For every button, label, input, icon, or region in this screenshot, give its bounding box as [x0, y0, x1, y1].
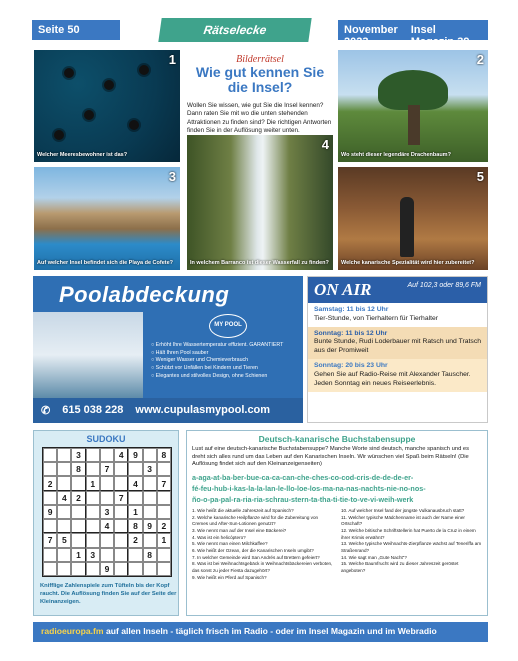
banner-text: auf allen Inseln - täglich frisch im Radio - oder im Insel Magazin und im Webradio — [103, 626, 437, 636]
sudoku-cell: 5 — [57, 533, 71, 547]
sudoku-cell — [100, 491, 114, 505]
syllable-list — [192, 472, 482, 505]
quiz-intro: Wollen Sie wissen, wie gut Sie die Insel kennen? Dann raten Sie mit wo die unten stehenden Attraktionen zu finden sind? Die richtigen Antworten finden Sie in der Auflösung weiter unten. — [187, 101, 332, 135]
sudoku-cell — [157, 548, 171, 562]
pool-advertisement — [33, 276, 303, 423]
photo-caption: In welchem Barranco ist dieser Wasserfall zu finden? — [190, 260, 329, 267]
quiz-question: 7. In welcher Gemeinde wird San Andrés auf Brettern gefeiert? — [192, 554, 320, 560]
letter-soup-intro: Lust auf eine deutsch-kanarische Buchstabensuppe? Manche Worte sind deutsch, manche spanisch und es dreht sich alles rund um das Leben auf den Kanarischen Inseln. Wir wünschen viel Spaß beim Rätseln! (Die Auflösung findet sich auf den Kleinanzeigenseiten) — [192, 446, 470, 468]
sudoku-cell: 8 — [71, 462, 85, 476]
sudoku-cell — [86, 505, 100, 519]
radio-frequency: Auf 102,3 oder 89,6 FM — [407, 282, 481, 289]
sea-urchin-icon — [84, 110, 94, 120]
sudoku-cell — [114, 519, 128, 533]
sudoku-cell — [100, 476, 114, 490]
feature-item: ○ Elegantes und stilvolles Design, ohne Schienen — [151, 373, 283, 381]
sudoku-cell — [128, 491, 142, 505]
sudoku-cell — [86, 448, 100, 462]
sudoku-cell: 3 — [86, 548, 100, 562]
sudoku-cell: 2 — [157, 519, 171, 533]
program-description: Bunte Stunde, Rudi Loderbauer mit Ratsch und Tratsch aus der Promiweit — [314, 338, 481, 355]
sudoku-cell: 1 — [71, 548, 85, 562]
whatsapp-icon: ✆ — [41, 405, 51, 417]
sudoku-cell — [71, 505, 85, 519]
sudoku-cell: 3 — [143, 462, 157, 476]
sudoku-cell — [43, 491, 57, 505]
sudoku-cell — [71, 476, 85, 490]
quiz-question: 9. Wie heißt ein Pferd auf Spanisch? — [192, 574, 267, 580]
sudoku-cell — [86, 491, 100, 505]
sudoku-cell: 1 — [128, 505, 142, 519]
sudoku-cell — [143, 533, 157, 547]
sudoku-cell: 4 — [114, 448, 128, 462]
quiz-subtitle: Bilderrätsel — [236, 54, 284, 65]
sudoku-cell — [43, 562, 57, 576]
quiz-question: 8. Was ist bei Weihnachtsgebäck in Weihnachtsbäckereien verboten, das sonst zu jeder Fiesta dazugehört? — [192, 561, 333, 573]
sudoku-cell — [100, 548, 114, 562]
sudoku-cell — [157, 562, 171, 576]
questions-left — [192, 508, 333, 581]
sudoku-cell — [43, 519, 57, 533]
sudoku-cell — [43, 448, 57, 462]
sudoku-cell — [86, 562, 100, 576]
program-slot — [308, 359, 487, 391]
program-description: Gehen Sie auf Radio-Reise mit Alexander Tauscher. Jeden Sonntag ein neues Reiseerlebnis. — [314, 370, 471, 387]
sudoku-cell: 8 — [157, 448, 171, 462]
sudoku-cell: 4 — [128, 476, 142, 490]
quiz-photo-5 — [338, 167, 488, 270]
sudoku-cell — [100, 533, 114, 547]
sudoku-cell — [71, 562, 85, 576]
sudoku-cell — [114, 533, 128, 547]
quiz-question: 11. Welcher typische Mädchenname ist auch der Name einer Ortschaft? — [341, 514, 465, 527]
sudoku-cell: 7 — [157, 476, 171, 490]
photo-number: 2 — [476, 52, 484, 67]
quiz-question: 1. Wie heißt die aktuelle Jahreszeit auf Spanisch? — [192, 508, 294, 514]
quiz-question: 15. Welche Baumfrucht wird zu dieser Jahreszeit geröstet angeboten? — [341, 561, 459, 573]
sudoku-cell — [86, 533, 100, 547]
sudoku-cell — [71, 533, 85, 547]
syllable-line: fé-feu-hub-i-kas-la-la-lan-le-llo-loe-los-ma-na-nas-nachts-nie-no-nos- — [192, 483, 426, 493]
sudoku-cell: 7 — [100, 462, 114, 476]
quiz-question: 6. Wie heißt der Ozean, der die Kanarischen Inseln umgibt? — [192, 548, 314, 553]
sudoku-cell — [157, 505, 171, 519]
website-link[interactable]: www.cupulasmypool.com — [135, 404, 271, 416]
sudoku-cell: 7 — [43, 533, 57, 547]
feature-item: ○ Erhöht Ihre Wassertemperatur effizient. GARANTIERT — [151, 342, 283, 350]
sudoku-cell: 2 — [43, 476, 57, 490]
program-time: Samstag: 11 bis 12 Uhr — [314, 306, 389, 313]
sudoku-cell — [57, 519, 71, 533]
questions-right — [341, 508, 482, 581]
vendor-figure — [400, 197, 414, 257]
sudoku-cell — [57, 505, 71, 519]
sudoku-cell: 4 — [100, 519, 114, 533]
sudoku-cell — [57, 476, 71, 490]
sudoku-cell — [100, 448, 114, 462]
photo-number: 4 — [321, 137, 329, 152]
photo-caption: Welcher Meeresbewohner ist das? — [37, 152, 128, 159]
sudoku-cell — [114, 462, 128, 476]
sudoku-cell — [143, 448, 157, 462]
sudoku-cell — [128, 548, 142, 562]
photo-caption: Welche kanarische Spezialität wird hier zubereitet? — [341, 260, 475, 267]
sudoku-cell — [114, 562, 128, 576]
feature-list — [151, 342, 283, 380]
sudoku-note: Knifflige Zahlenspiele zum Tüfteln bis der Kopf raucht. Die Auflösung finden Sie auf der Seite der Kleinanzeigen. — [40, 583, 177, 605]
photo-number: 1 — [168, 52, 176, 67]
sea-urchin-icon — [64, 68, 74, 78]
issue-date: November 2023 — [344, 24, 398, 48]
sudoku-cell: 9 — [143, 519, 157, 533]
program-time: Sonntag: 11 bis 12 Uhr — [314, 329, 388, 337]
quiz-intro-block — [187, 54, 333, 136]
sudoku-cell — [57, 562, 71, 576]
sudoku-cell — [128, 462, 142, 476]
sudoku-cell — [143, 505, 157, 519]
program-time: Sonntag: 20 bis 23 Uhr — [314, 362, 388, 370]
feature-item: ○ Weniger Wasser und Chemieverbrauch — [151, 357, 283, 365]
sudoku-cell: 2 — [128, 533, 142, 547]
sudoku-cell — [114, 476, 128, 490]
photo-caption: Auf welcher Insel befindet sich die Playa de Cofete? — [37, 260, 174, 267]
sudoku-cell — [43, 462, 57, 476]
syllable-line: a-aga-at-ba-ber-bue-ca-ca-can-che-ches-co-cod-cris-de-de-de-er- — [192, 472, 414, 482]
sudoku-cell: 3 — [100, 505, 114, 519]
quiz-question: 13. Welche typische Weihnachts-Zierpflanze wächst auf Teneriffa am Straßenrand? — [341, 541, 482, 553]
phone-number[interactable]: 615 038 228 — [62, 404, 124, 416]
sudoku-cell — [71, 519, 85, 533]
issue-info — [338, 20, 488, 48]
quiz-question: 10. Auf welcher Insel fand der jüngste Vulkanausbruch statt? — [341, 508, 465, 514]
sudoku-cell — [143, 491, 157, 505]
sudoku-cell: 2 — [71, 491, 85, 505]
letter-soup-panel — [186, 430, 488, 616]
sudoku-cell: 9 — [128, 448, 142, 462]
syllable-line: ño-o-pa-pal-ra-ria-ria-schrau-stern-ta-tha-ti-tie-to-ve-vi-weih-werk — [192, 494, 414, 504]
letter-soup-title: Deutsch-kanarische Buchstabensuppe — [258, 434, 416, 444]
sudoku-cell: 7 — [114, 491, 128, 505]
sudoku-cell — [143, 562, 157, 576]
radio-website-link[interactable]: radioeuropa.fm — [41, 626, 104, 636]
photo-number: 3 — [168, 169, 176, 184]
quiz-photo-4 — [187, 135, 333, 270]
footer-banner — [33, 622, 488, 642]
sea-urchin-icon — [139, 65, 149, 75]
quiz-photo-3 — [34, 167, 180, 270]
photo-number: 5 — [476, 169, 484, 184]
sea-urchin-icon — [54, 130, 64, 140]
sudoku-cell: 1 — [157, 533, 171, 547]
sudoku-cell — [57, 448, 71, 462]
sudoku-cell — [57, 462, 71, 476]
section-title: Rätselecke — [158, 18, 311, 42]
sudoku-panel — [33, 430, 179, 616]
sudoku-cell: 4 — [57, 491, 71, 505]
quiz-question: 4. Was ist ein helicóptero? — [192, 534, 246, 540]
ad-contact-bar — [33, 398, 303, 423]
sudoku-title: SUDOKU — [86, 434, 126, 444]
sudoku-cell: 9 — [100, 562, 114, 576]
quiz-photo-2 — [338, 50, 488, 162]
page-header — [32, 20, 488, 48]
pool-cover-image — [33, 312, 143, 398]
quiz-photo-1 — [34, 50, 180, 162]
sudoku-cell — [157, 491, 171, 505]
quiz-question: 14. Wie sagt man „Gute Nacht“? — [341, 554, 407, 560]
tree-trunk — [408, 105, 420, 145]
on-air-title: ON AIR — [314, 280, 372, 299]
sudoku-cell — [114, 505, 128, 519]
program-slot — [308, 327, 487, 359]
sudoku-cell: 3 — [71, 448, 85, 462]
on-air-box — [307, 276, 488, 423]
brand-logo: MY POOL — [209, 314, 247, 338]
sudoku-cell — [143, 476, 157, 490]
sudoku-cell: 1 — [86, 476, 100, 490]
quiz-question: 5. Wie nennt man einen Milchkaffee? — [192, 541, 268, 547]
magazine-name: Insel Magazin 39 — [410, 24, 470, 48]
sudoku-cell — [128, 562, 142, 576]
sudoku-cell — [43, 548, 57, 562]
page-number: Seite 50 — [32, 20, 120, 40]
sudoku-grid — [42, 447, 172, 577]
sudoku-cell — [86, 462, 100, 476]
sudoku-cell: 8 — [143, 548, 157, 562]
ad-title: Poolabdeckung — [59, 282, 230, 307]
sudoku-cell — [86, 519, 100, 533]
photo-caption: Wo steht dieser legendäre Drachenbaum? — [341, 152, 451, 159]
quiz-question: 3. Wie nennt man auf der Insel eine Bäckerei? — [192, 528, 287, 534]
feature-item: ○ Hält Ihren Pool sauber — [151, 350, 283, 358]
dragon-tree-icon — [378, 70, 448, 110]
quiz-question: 12. Welche britische Schriftstellerin hat Puerto de la Cruz in einem ihrer Krimis erwähnt? — [341, 528, 476, 540]
quiz-title: Wie gut kennen Sie die Insel? — [195, 64, 325, 96]
sudoku-cell — [157, 462, 171, 476]
quiz-question: 2. Welche kanarische Heilpflanze wird für die Zubereitung von Cremes und After-Sun-Lotionen genutzt? — [192, 514, 319, 527]
sea-urchin-icon — [129, 120, 139, 130]
sea-urchin-icon — [104, 80, 114, 90]
sudoku-cell — [114, 548, 128, 562]
sudoku-cell: 8 — [128, 519, 142, 533]
feature-item: ○ Schützt vor Unfällen bei Kindern und Tieren — [151, 365, 283, 373]
program-slot — [308, 303, 487, 327]
on-air-header — [308, 277, 487, 303]
question-columns — [192, 508, 482, 581]
sudoku-cell — [57, 548, 71, 562]
program-description: Tier-Stunde, von Tierhaltern für Tierhalter — [314, 314, 439, 322]
sudoku-cell: 9 — [43, 505, 57, 519]
